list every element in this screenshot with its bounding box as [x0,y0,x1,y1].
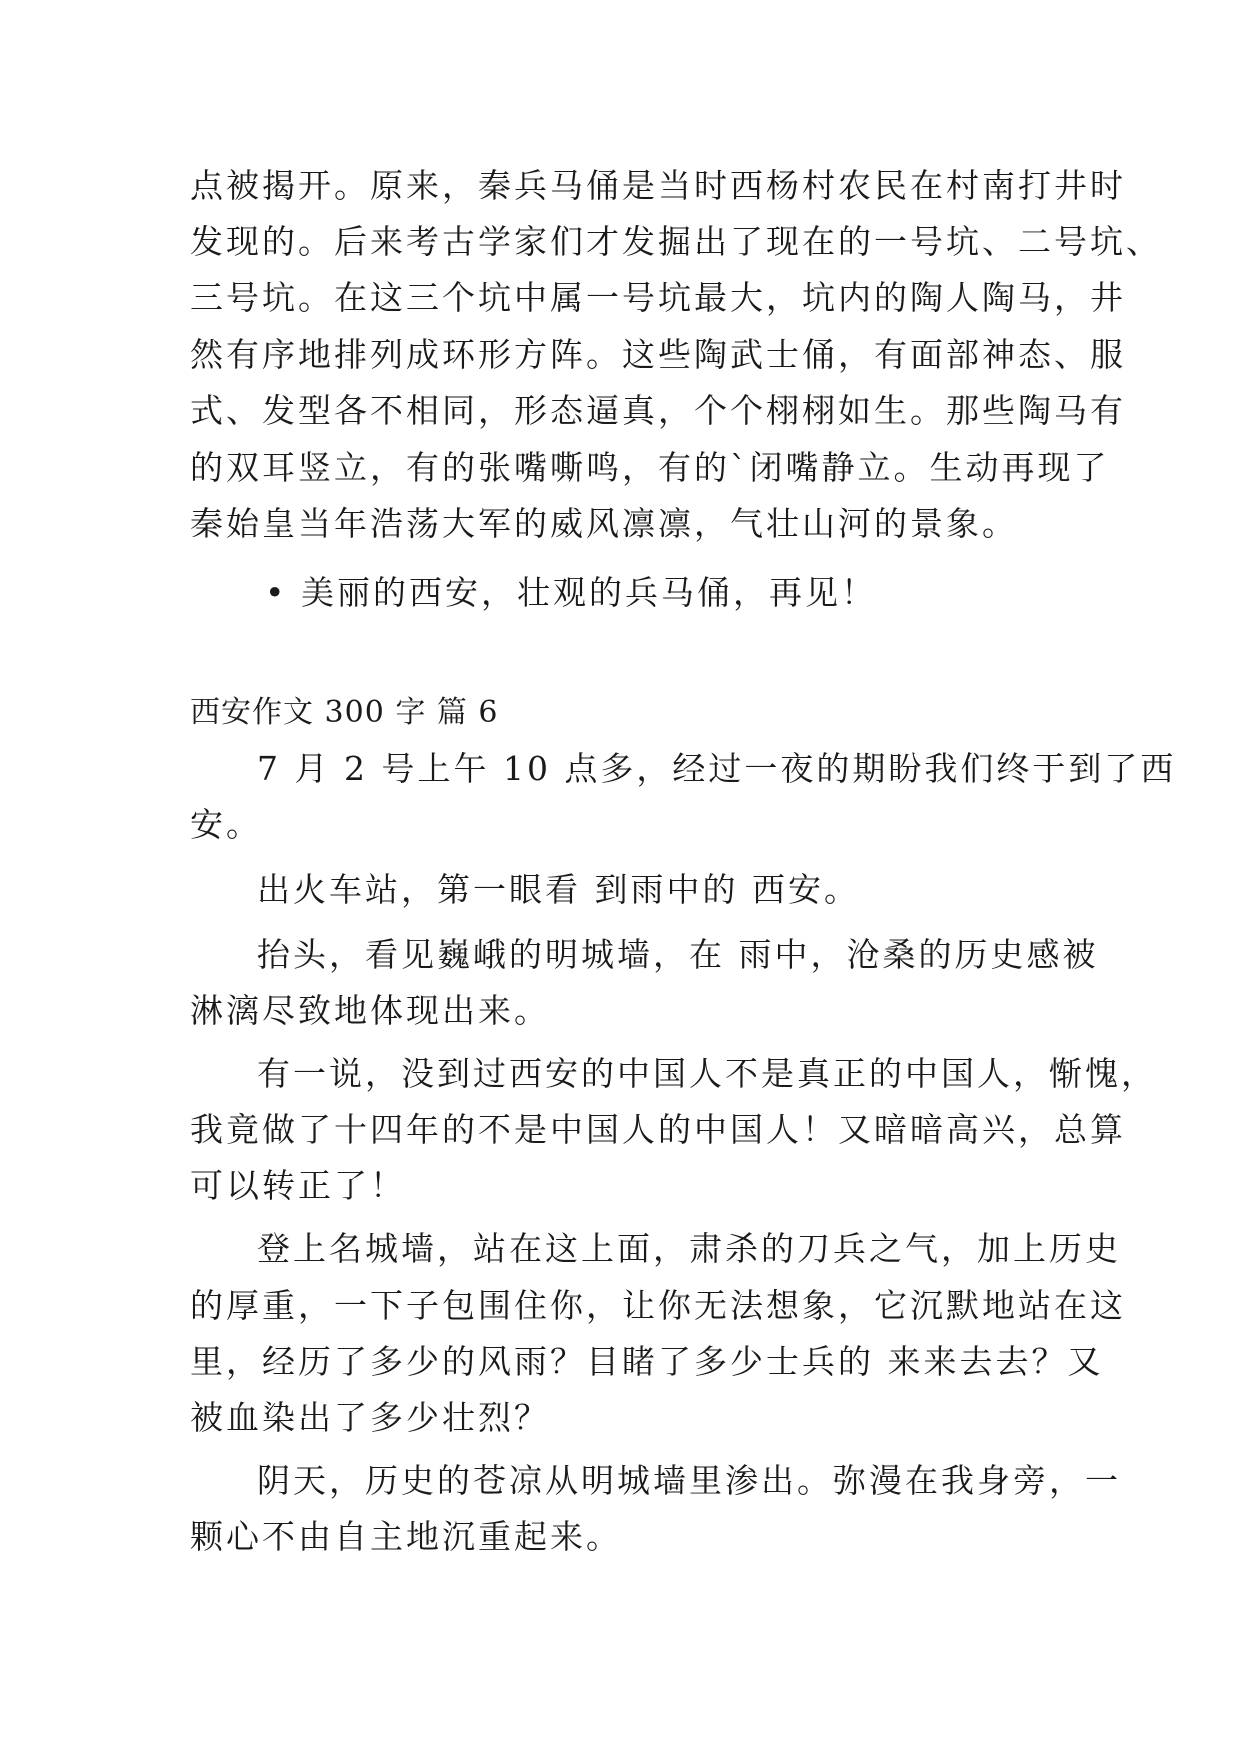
text-line: 可以转正了！ [190,1166,406,1205]
text-line: 三号坑。在这三个坑中属一号坑最大，坑内的陶人陶马，井 [190,278,1126,317]
text-line: 的双耳竖立，有的张嘴嘶鸣，有的`闭嘴静立。生动再现了 [190,448,1110,487]
text-line: 7 月 2 号上午 10 点多，经过一夜的期盼我们终于到了西 [257,749,1177,788]
text-line: 淋漓尽致地体现出来。 [190,991,550,1030]
text-line: 安。 [190,805,262,844]
text-line: 颗心不由自主地沉重起来。 [190,1517,622,1556]
text-line: 阴天，历史的苍凉从明城墙里渗出。弥漫在我身旁，一 [257,1461,1121,1500]
text-line: 被血染出了多少壮烈？ [190,1398,550,1437]
text-line: 秦始皇当年浩荡大军的威风凛凛，气壮山河的景象。 [190,504,1018,543]
text-line: 的厚重，一下子包围住你，让你无法想象，它沉默地站在这 [190,1286,1126,1325]
text-line: 我竟做了十四年的不是中国人的中国人！又暗暗高兴，总算 [190,1110,1126,1149]
text-line: 式、发型各不相同，形态逼真，个个栩栩如生。那些陶马有 [190,391,1126,430]
text-line: 里，经历了多少的风雨？目睹了多少士兵的 来来去去？又 [190,1342,1104,1381]
text-line: 抬头，看见巍峨的明城墙，在 雨中，沧桑的历史感被 [257,935,1099,974]
text-line: 点被揭开。原来，秦兵马俑是当时西杨村农民在村南打井时 [190,166,1126,205]
text-line: 有一说，没到过西安的中国人不是真正的中国人，惭愧， [257,1054,1157,1093]
bullet-line: • 美丽的西安，壮观的兵马俑，再见！ [265,573,877,612]
text-line: 出火车站，第一眼看 到雨中的 西安。 [257,870,860,909]
section-heading: 西安作文 300 字 篇 6 [190,695,499,730]
text-line: 然有序地排列成环形方阵。这些陶武士俑，有面部神态、服 [190,335,1126,374]
text-line: 登上名城墙，站在这上面，肃杀的刀兵之气，加上历史 [257,1229,1121,1268]
text-line: 发现的。后来考古学家们才发掘出了现在的一号坑、二号坑、 [190,222,1162,261]
